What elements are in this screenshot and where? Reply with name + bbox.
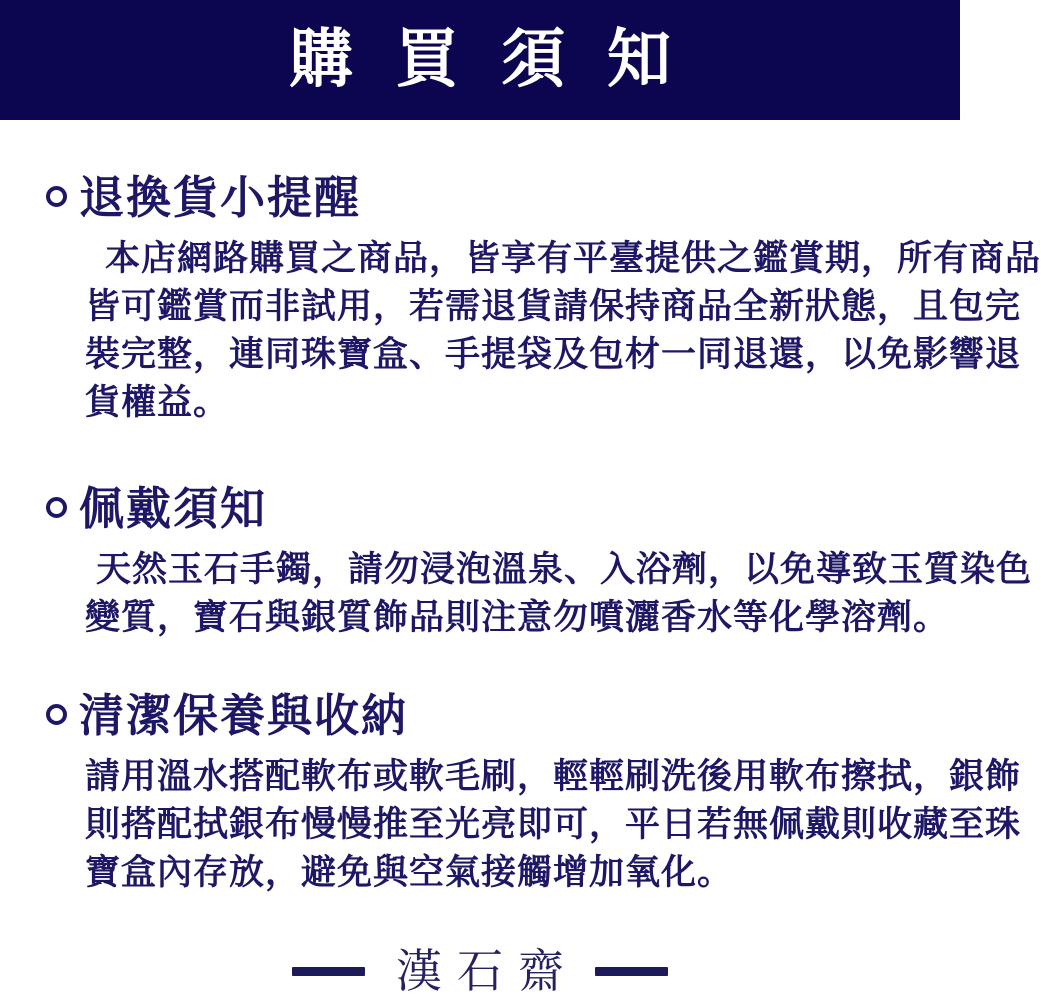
section-care-paragraph	[85, 753, 1022, 897]
section-returns-paragraph	[85, 235, 1041, 427]
horizontal-dash-icon	[595, 967, 668, 976]
paragraph-line: 寶盒內存放，避免與空氣接觸增加氧化。	[85, 853, 734, 893]
header-bar	[0, 0, 960, 120]
horizontal-dash-icon	[292, 967, 365, 976]
paragraph-line: 本店網路購買之商品，皆享有平臺提供之鑑賞期，所有商品	[105, 239, 1041, 279]
section-care-heading	[46, 688, 930, 744]
paragraph-line: 貨權益。	[85, 383, 230, 423]
section-wearing-paragraph	[85, 546, 1033, 642]
circle-bullet-icon	[46, 704, 67, 725]
paragraph-line: 皆可鑑賞而非試用，若需退貨請保持商品全新狀態，且包完	[85, 287, 1022, 327]
notice-content	[0, 170, 1041, 897]
brand-footer	[0, 945, 960, 997]
section-care-title: 清潔保養與收納	[79, 689, 409, 742]
section-wearing	[46, 481, 1033, 642]
paragraph-line: 請用溫水搭配軟布或軟毛刷，輕輕刷洗後用軟布擦拭，銀飾	[85, 757, 1022, 797]
section-returns-title: 退換貨小提醒	[79, 171, 362, 224]
circle-bullet-icon	[46, 186, 67, 207]
brand-logo: 漢石齋	[396, 944, 579, 998]
page-title: 購買須知	[289, 23, 713, 97]
section-wearing-heading	[46, 481, 930, 537]
paragraph-line: 則搭配拭銀布慢慢推至光亮即可，平日若無佩戴則收藏至珠	[85, 805, 1022, 845]
section-wearing-title: 佩戴須知	[79, 482, 268, 535]
circle-bullet-icon	[46, 497, 67, 518]
paragraph-line: 變質，寶石與銀質飾品則注意勿噴灑香水等化學溶劑。	[85, 598, 950, 638]
section-returns-heading	[46, 170, 930, 226]
paragraph-line: 裝完整，連同珠寶盒、手提袋及包材一同退還，以免影響退	[85, 335, 1022, 375]
section-returns	[46, 170, 1041, 427]
paragraph-line: 天然玉石手鐲，請勿浸泡溫泉、入浴劑，以免導致玉質染色	[96, 550, 1033, 590]
section-care	[46, 688, 1022, 897]
